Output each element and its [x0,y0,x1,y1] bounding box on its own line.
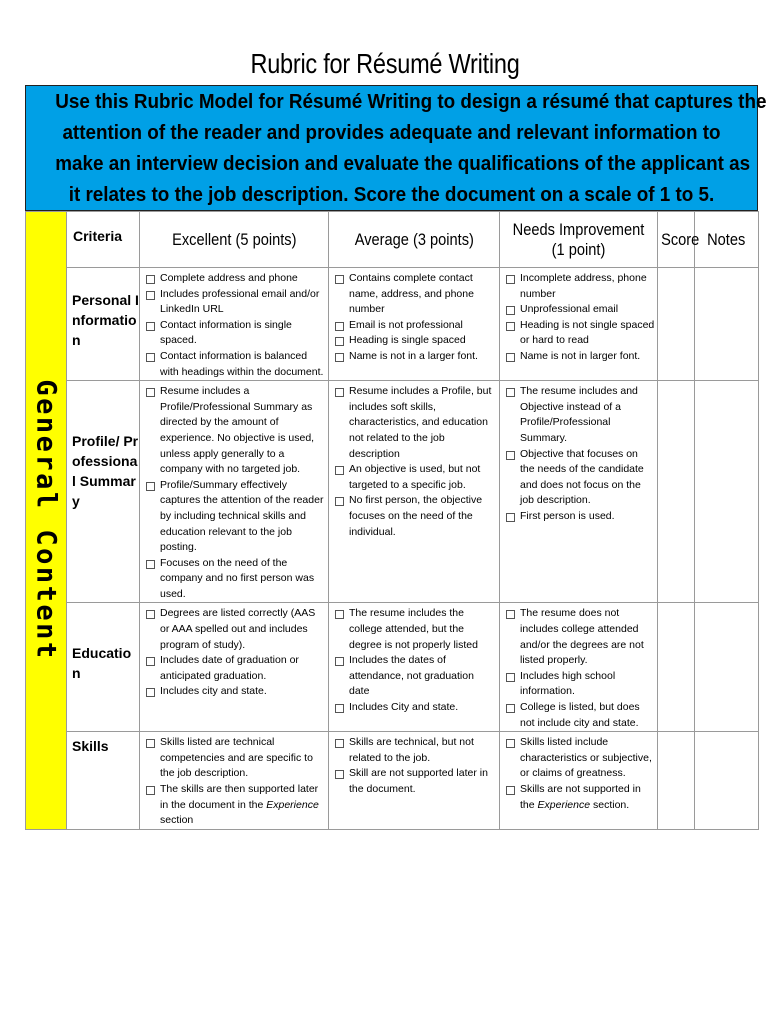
checkbox-icon [335,322,344,331]
score-cell[interactable] [658,381,695,603]
criteria-cell: Profile/ Professional Summary [67,381,140,603]
notes-header: Notes [695,212,759,268]
list-item: Objective that focuses on the needs of the candidate and does not focus on the job description. [503,447,655,509]
checkbox-icon [335,337,344,346]
list-item: Resume includes a Profile/Professional Summary as directed by the amount of experience. No objective is used, unless apply generally to a company with no targeted job. [143,384,326,478]
checkbox-icon [146,322,155,331]
notes-cell[interactable] [695,732,759,830]
checkbox-icon [506,353,515,362]
checkbox-icon [335,657,344,666]
section-label-cell [26,212,67,830]
criteria-cell: Skills [67,732,140,830]
average-cell [329,381,500,603]
average-cell [329,603,500,732]
average-cell [329,268,500,381]
table-row [26,603,759,732]
checkbox-icon [335,388,344,397]
checkbox-icon [146,388,155,397]
list-item: The skills are then supported later in the document in the Experience section [143,782,326,829]
table-row [26,381,759,603]
checkbox-icon [146,275,155,284]
list-item: Skill are not supported later in the document. [332,766,497,797]
section-label: General Content [30,379,62,662]
excellent-cell [140,268,329,381]
list-item: Incomplete address, phone number [503,271,655,302]
list-item: Profile/Summary effectively captures the attention of the reader by including technical skills and education relevant to the job posting. [143,478,326,556]
score-cell[interactable] [658,268,695,381]
list-item: Name is not in a larger font. [332,349,497,365]
list-item: Skills are technical, but not related to the job. [332,735,497,766]
list-item: Complete address and phone [143,271,326,287]
list-item: The resume does not includes college attended and/or the degrees are not listed properly. [503,606,655,668]
checkbox-icon [506,451,515,460]
list-item: Includes city and state. [143,684,326,700]
needs-improvement-cell [500,732,658,830]
list-item: Contact information is single spaced. [143,318,326,349]
score-cell[interactable] [658,732,695,830]
list-item: An objective is used, but not targeted to a specific job. [332,462,497,493]
list-item: Contains complete contact name, address, and phone number [332,271,497,318]
list-item: Includes professional email and/or LinkedIn URL [143,287,326,318]
score-header: Score [658,212,695,268]
table-header-row [26,212,759,268]
checkbox-icon [146,353,155,362]
excellent-header: Excellent (5 points) [140,212,329,268]
needs-improvement-cell [500,603,658,732]
checkbox-icon [146,610,155,619]
list-item: The resume includes and Objective instead of a Profile/Professional Summary. [503,384,655,446]
checkbox-icon [506,388,515,397]
list-item: First person is used. [503,509,655,525]
list-item: Includes the dates of attendance, not graduation date [332,653,497,700]
list-item: No first person, the objective focuses on the need of the individual. [332,493,497,540]
criteria-cell: Personal Information [67,268,140,381]
checkbox-icon [506,704,515,713]
list-item: Includes high school information. [503,669,655,700]
list-item: Includes date of graduation or anticipated graduation. [143,653,326,684]
score-cell[interactable] [658,603,695,732]
criteria-header: Criteria [67,212,140,268]
needs-improvement-cell [500,381,658,603]
notes-cell[interactable] [695,268,759,381]
list-item: College is listed, but does not include city and state. [503,700,655,731]
instructions-line: it relates to the job description. Score the document on a scale of 1 to 5. [68,183,715,206]
excellent-cell [140,603,329,732]
checkbox-icon [335,497,344,506]
needs-improvement-header: Needs Improvement (1 point) [500,212,658,268]
checkbox-icon [146,786,155,795]
average-cell [329,732,500,830]
document-title: Rubric for Résumé Writing [250,48,520,79]
list-item: Skills listed include characteristics or subjective, or claims of greatness. [503,735,655,782]
excellent-cell [140,381,329,603]
notes-cell[interactable] [695,381,759,603]
checkbox-icon [506,673,515,682]
checkbox-icon [146,482,155,491]
instructions-line: attention of the reader and provides adequate and relevant information to [62,121,721,144]
checkbox-icon [335,466,344,475]
checkbox-icon [146,291,155,300]
list-item: Unprofessional email [503,302,655,318]
list-item: Resume includes a Profile, but includes soft skills, characteristics, and education not related to the job description [332,384,497,462]
instructions-banner [25,85,767,211]
checkbox-icon [506,739,515,748]
table-row [26,268,759,381]
instructions-line: make an interview decision and evaluate the qualifications of the applicant as [55,152,751,175]
list-item: Focuses on the need of the company and no first person was used. [143,556,326,603]
checkbox-icon [506,513,515,522]
average-header: Average (3 points) [329,212,500,268]
table-row [26,732,759,830]
list-item: Skills listed are technical competencies and are specific to the job description. [143,735,326,782]
checkbox-icon [146,560,155,569]
checkbox-icon [335,275,344,284]
checkbox-icon [506,610,515,619]
list-item: Email is not professional [332,318,497,334]
needs-improvement-cell [500,268,658,381]
list-item: Heading is single spaced [332,333,497,349]
checkbox-icon [506,275,515,284]
checkbox-icon [335,610,344,619]
list-item: The resume includes the college attended, but the degree is not properly listed [332,606,497,653]
list-item: Skills are not supported in the Experience section. [503,782,655,813]
checkbox-icon [146,688,155,697]
criteria-cell: Education [67,603,140,732]
instructions-line: Use this Rubric Model for Résumé Writing to design a résumé that captures the [55,90,767,113]
rubric-table [25,211,759,830]
list-item: Includes City and state. [332,700,497,716]
list-item: Name is not in larger font. [503,349,655,365]
checkbox-icon [146,739,155,748]
checkbox-icon [506,322,515,331]
checkbox-icon [506,306,515,315]
list-item: Contact information is balanced with headings within the document. [143,349,326,380]
checkbox-icon [335,770,344,779]
checkbox-icon [335,739,344,748]
checkbox-icon [335,353,344,362]
notes-cell[interactable] [695,603,759,732]
list-item: Heading is not single spaced or hard to read [503,318,655,349]
list-item: Degrees are listed correctly (AAS or AAA spelled out and includes program of study). [143,606,326,653]
checkbox-icon [506,786,515,795]
checkbox-icon [335,704,344,713]
excellent-cell [140,732,329,830]
checkbox-icon [146,657,155,666]
